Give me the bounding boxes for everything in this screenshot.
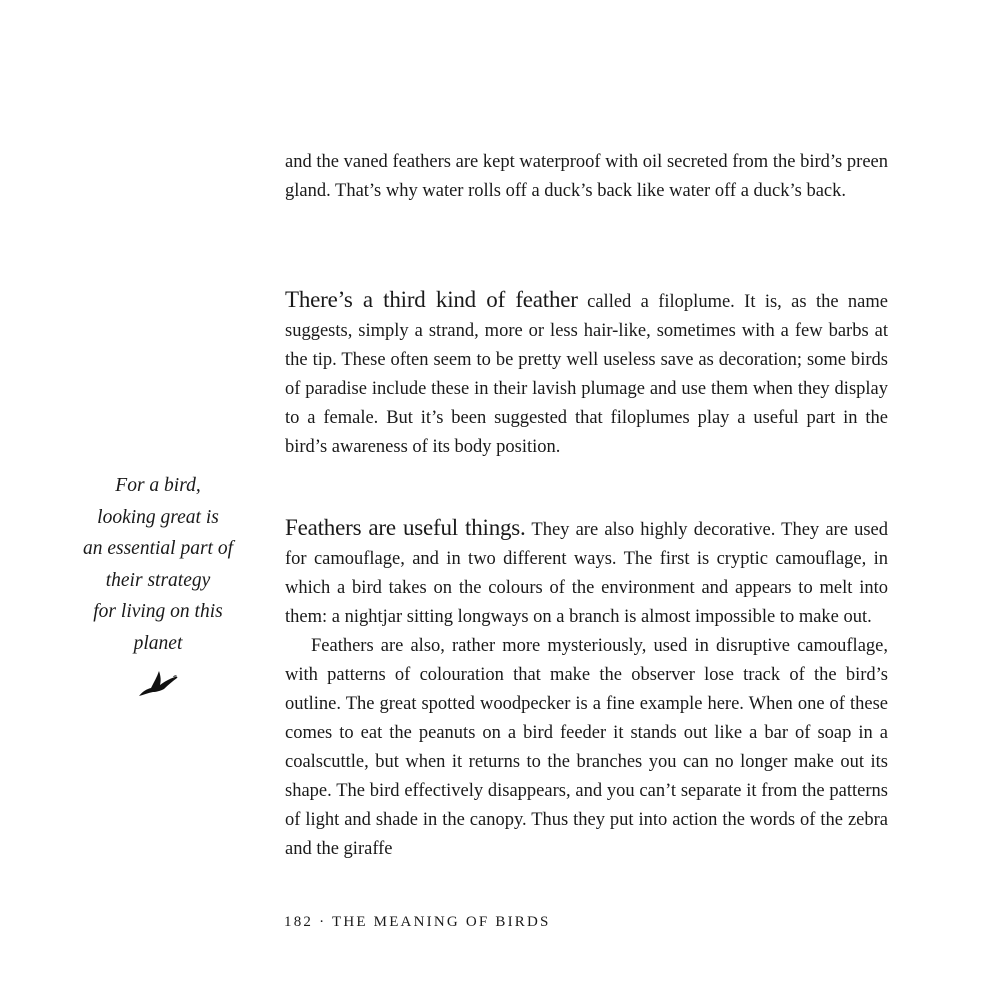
pull-quote-line: looking great is (97, 506, 219, 528)
paragraph-text: They are also highly decorative. They are used for camouflage, and in two different ways. The first is cryptic camouflage, in which a bird takes on the colours of the environment and appears to melt into them: a nightjar sitting longways on a branch is almost impossible to make out. (285, 520, 888, 627)
pull-quote-line: For a bird, (115, 475, 201, 496)
pull-quote (60, 470, 256, 699)
bird-silhouette-icon (137, 669, 179, 699)
paragraph-continued-text: and the vaned feathers are kept waterproof with oil secreted from the bird’s preen gland. That’s why water rolls off a duck’s back like water off a duck’s back. (285, 152, 888, 201)
page-footer (284, 914, 551, 931)
footer-separator: · (319, 914, 327, 930)
paragraph-lead-in: Feathers are useful things. (285, 515, 526, 540)
paragraph-lead-in: There’s a third kind of feather (285, 287, 578, 312)
paragraph-filoplume (285, 285, 888, 462)
page-number: 182 (284, 914, 314, 930)
paragraph-disruptive: Feathers are also, rather more mysteriously, used in disruptive camouflage, with patterns of colouration that make the observer lose track of the bird’s outline. The great spotted woodpecker is a fine example here. When one of these comes to eat the peanuts on a bird feeder it stands out like a bar of soap in a coalscuttle, but when it returns to the branches you can no longer make out its shape. The bird effectively disappears, and you can’t separate it from the patterns of light and shade in the canopy. Thus they put into action the words of the zebra and the giraffe (285, 636, 888, 859)
pull-quote-line: planet (133, 632, 183, 654)
paragraph-continued (285, 148, 888, 206)
paragraph-feathers (285, 513, 888, 632)
paragraph-text: called a filoplume. It is, as the name suggests, simply a strand, more or less hair-like, sometimes with a few barbs at the tip. These often seem to be pretty well useless save as decoration; some birds of paradise include these in their lavish plumage and use them when they display to a female. But it’s been suggested that filoplumes play a useful part in the bird’s awareness of its body position. (285, 292, 888, 457)
pull-quote-line: their strategy (105, 569, 211, 591)
pull-quote-line: for living on this (93, 601, 223, 622)
book-title: THE MEANING OF BIRDS (331, 914, 551, 930)
section-feathers (285, 513, 888, 864)
pull-quote-line: an essential part of (82, 538, 234, 559)
